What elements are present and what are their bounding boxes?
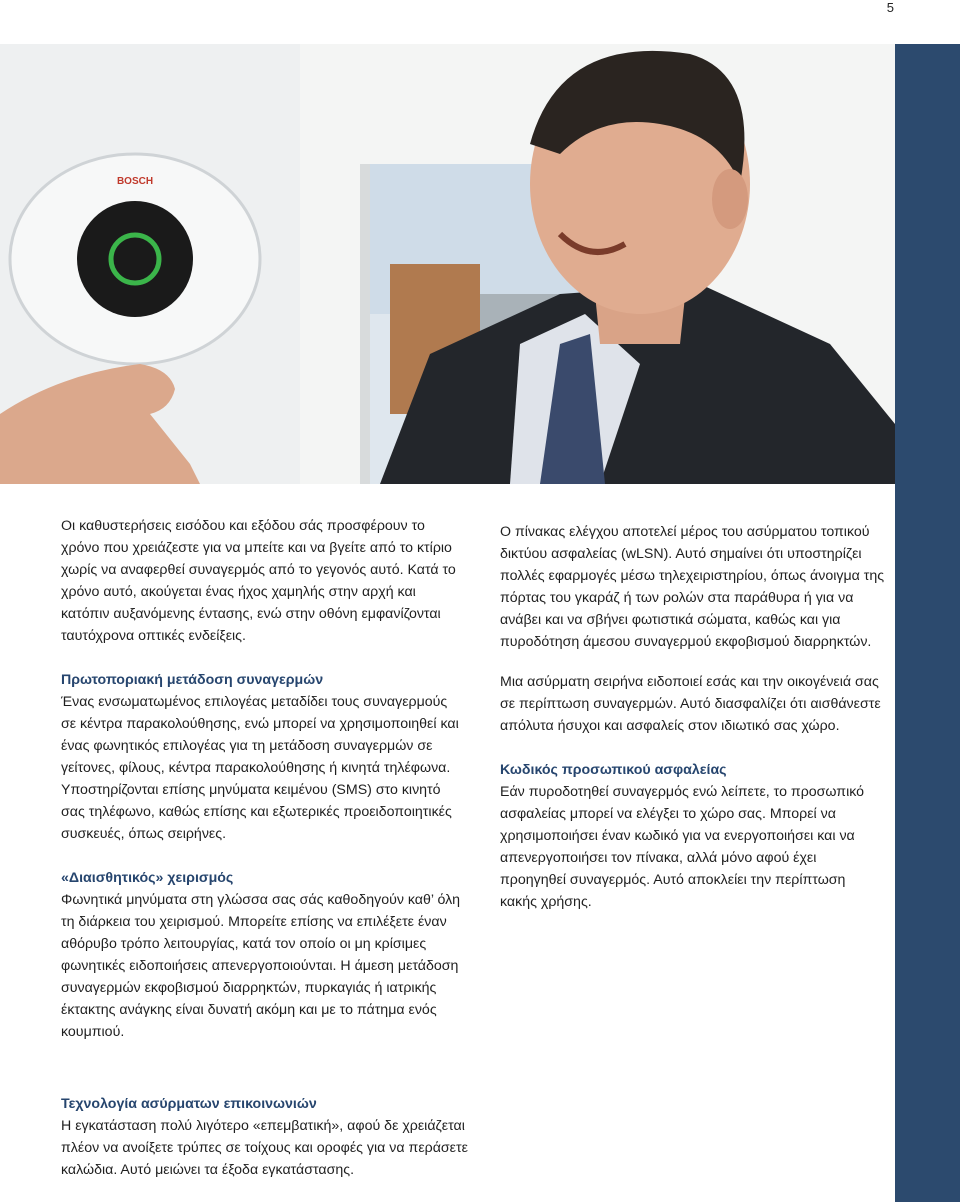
section-title-wireless-tech: Τεχνολογία ασύρματων επικοινωνιών [61, 1096, 317, 1112]
wireless-tech-block [61, 1093, 481, 1181]
section-title-intuitive-operation: «Διαισθητικός» χειρισμός [61, 870, 234, 886]
section-body-wireless-tech: Η εγκατάσταση πολύ λιγότερο «επεμβατική», αφού δε χρειάζεται πλέον να ανοίξετε τρύπες σε τοίχους και οροφές για να περάσετε καλώδια. Αυτό μειώνει τα έξοδα εγκατάστασης. [61, 1118, 468, 1178]
section-body-security-code: Εάν πυροδοτηθεί συναγερμός ενώ λείπετε, το προσωπικό ασφαλείας μπορεί να ελέγξει το χώρο σας. Μπορεί να χρησιμοποιήσει έναν κωδικό για να ενεργοποιήσει και να απενεργοποιήσει τον πίνακα, αλλά μόνο αφού έχει προηγηθεί συναγερμός. Αυτό αποκλείει την περίπτωση κακής χρήσης. [500, 784, 865, 910]
photo-illustration [0, 44, 895, 484]
intro-paragraph: Οι καθυστερήσεις εισόδου και εξόδου σάς προσφέρουν το χρόνο που χρειάζεστε για να μπείτε και να βγείτε από το κτίριο χωρίς να αναφερθεί συναγερμός από το γεγονός αυτό. Κατά το χρόνο αυτό, ακούγεται ένας ήχος χαμηλής στην αρχή και κατόπιν αυξανόμενης έντασης, ενώ στην οθόνη εμφανίζονται ταυτόχρονα οπτικές ενδείξεις. [61, 518, 456, 644]
left-column [61, 515, 466, 1043]
wlsn-paragraph: Ο πίνακας ελέγχου αποτελεί μέρος του ασύρματου τοπικού δικτύου ασφαλείας (wLSN). Αυτό σημαίνει ότι υποστηρίζει πολλές εφαρμογές μέσω τηλεχειριστηρίου, όπως άνοιγμα της πόρτας του γκαράζ ή των ρολών στα παράθυρα ή για να ανάβει και να σβήνει φωτιστικά σώματα, καθώς και για πυροδότηση άμεσου συναγερμού εκφοβισμού διαρρηκτών. [500, 524, 885, 650]
section-title-alarm-transmission: Πρωτοποριακή μετάδοση συναγερμών [61, 672, 324, 688]
section-title-security-code: Κωδικός προσωπικού ασφαλείας [500, 762, 727, 778]
right-column [500, 521, 885, 913]
section-body-alarm-transmission: Ένας ενσωματωμένος επιλογέας μεταδίδει τους συναγερμούς σε κέντρα παρακολούθησης, ενώ μπορεί να χρησιμοποιηθεί και ένας φωνητικός επιλογέας για τη μετάδοση συναγερμών σε γείτονες, φίλους, κέντρα παρακολούθησης ή κινητά τηλέφωνα. Υποστηρίζονται επίσης μηνύματα κειμένου (SMS) στο κινητό σας τηλέφωνο, καθώς επίσης και εξωτερικές προειδοποιητικές συσκευές, όπως σειρήνες. [61, 694, 459, 842]
side-accent-bar [895, 44, 960, 1202]
section-body-intuitive-operation: Φωνητικά μηνύματα στη γλώσσα σας σάς καθοδηγούν καθ’ όλη τη διάρκεια του χειρισμού. Μπορείτε επίσης να επιλέξετε έναν αθόρυβο τρόπο λειτουργίας, κατά τον οποίο οι μη κρίσιμες φωνητικές ειδοποιήσεις απενεργοποιούνται. Η άμεση μετάδοση συναγερμών εκφοβισμού διαρρηκτών, πυρκαγιάς ή ιατρικής έκτακτης ανάγκης είναι δυνατή ακόμη και με το πάτημα ενός κουμπιού. [61, 892, 461, 1040]
page-number: 5 [886, 0, 894, 15]
siren-paragraph: Μια ασύρματη σειρήνα ειδοποιεί εσάς και την οικογένειά σας σε περίπτωση συναγερμών. Αυτό διασφαλίζει ότι αισθάνεστε απόλυτα ήσυχοι και ασφαλείς στον ιδιωτικό σας χώρο. [500, 674, 881, 734]
hero-photo [0, 44, 895, 484]
device-brand-logo: BOSCH [116, 176, 154, 187]
